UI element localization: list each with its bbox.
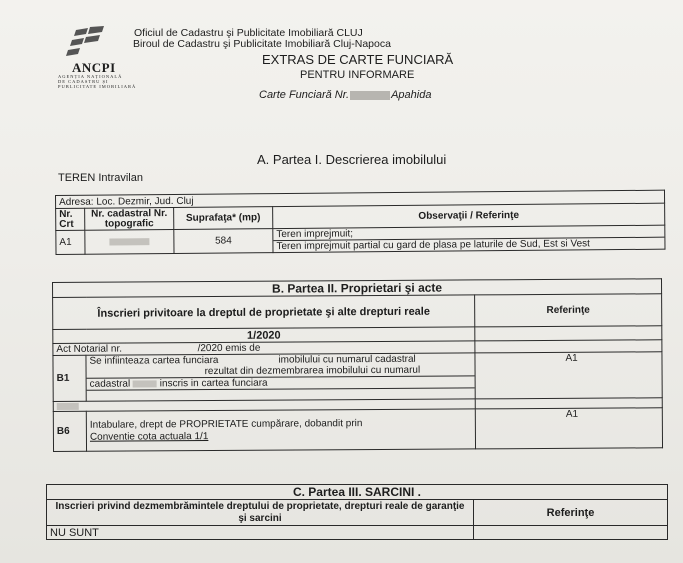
document-title: EXTRAS DE CARTE FUNCIARĂ (262, 52, 454, 67)
part-c-title: C. Partea III. SARCINI . (47, 485, 668, 500)
teren-label: TEREN Intravilan (58, 172, 143, 184)
col-inscrieri-c: Inscrieri privind dezmembrămintele dreptului de proprietate, drepturi reale de garanţie şi sarcini (47, 500, 474, 526)
b6-label: B6 (53, 411, 86, 451)
part-a-title: A. Partea I. Descrierea imobilului (257, 152, 447, 167)
part-b-table (52, 278, 663, 452)
col-referinte: Referinţe (475, 294, 662, 327)
logo-text: ANCPI (72, 60, 116, 75)
col-inscrieri: Înscrieri privitoare la dreptul de proprietate şi alte drepturi reale (53, 295, 475, 330)
row-observatii: Teren imprejmuit; Teren imprejmuit partial cu gard de plasa pe laturile de Sud, Est si Vest (273, 225, 665, 252)
col-cadastral: Nr. cadastral Nr. topografic (85, 207, 174, 230)
row-nr-crt: A1 (56, 230, 85, 254)
part-c-table (46, 484, 668, 540)
address-cell: Adresa: Loc. Dezmir, Jud. Cluj (56, 190, 665, 208)
logo-subtext: AGENȚIA NAȚIONALĂ DE CADASTRU ȘI PUBLICITATE IMOBILIARĂ (58, 74, 137, 89)
col-observatii: Observaţii / Referinţe (273, 203, 665, 228)
sarcini-value: NU SUNT (47, 526, 474, 540)
part-a-table (55, 190, 666, 255)
institution-line2: Biroul de Cadastru şi Publicitate Imobiliară Cluj-Napoca (133, 38, 391, 50)
b1-content: Se infiinteaza cartea funciara imobilului cu numarul cadastral rezultat din dezmembrarea imobilului cu numarul cadastral inscris in cartea funciara (86, 353, 475, 401)
carte-funciara-number: Carte Funciară Nr. Apahida (259, 89, 432, 101)
part-b-title: B. Partea II. Proprietari şi acte (53, 279, 662, 298)
row-cadastral-redacted (85, 229, 174, 254)
document-subtitle: PENTRU INFORMARE (300, 69, 415, 81)
institution-line1: Oficiul de Cadastru şi Publicitate Imobiliară CLUJ (134, 27, 363, 39)
row-suprafata: 584 (174, 229, 273, 254)
b1-ref: A1 (475, 352, 662, 399)
act-notarial: Act Notarial nr. /2020 emis de (53, 341, 475, 356)
ancpi-logo-icon (58, 26, 108, 60)
col-referinte-c: Referinţe (474, 500, 668, 526)
b6-ref: A1 (475, 408, 662, 449)
col-suprafata: Suprafaţa* (mp) (174, 207, 273, 230)
b6-content: Intabulare, drept de PROPRIETATE cumpărare, dobandit prin Conventie cota actuala 1/1 (86, 409, 475, 451)
redacted-number (350, 91, 390, 100)
nr-act: 1/2020 (53, 327, 475, 344)
b1-label: B1 (53, 355, 86, 401)
col-nr-crt: Nr. Crt (56, 208, 85, 230)
